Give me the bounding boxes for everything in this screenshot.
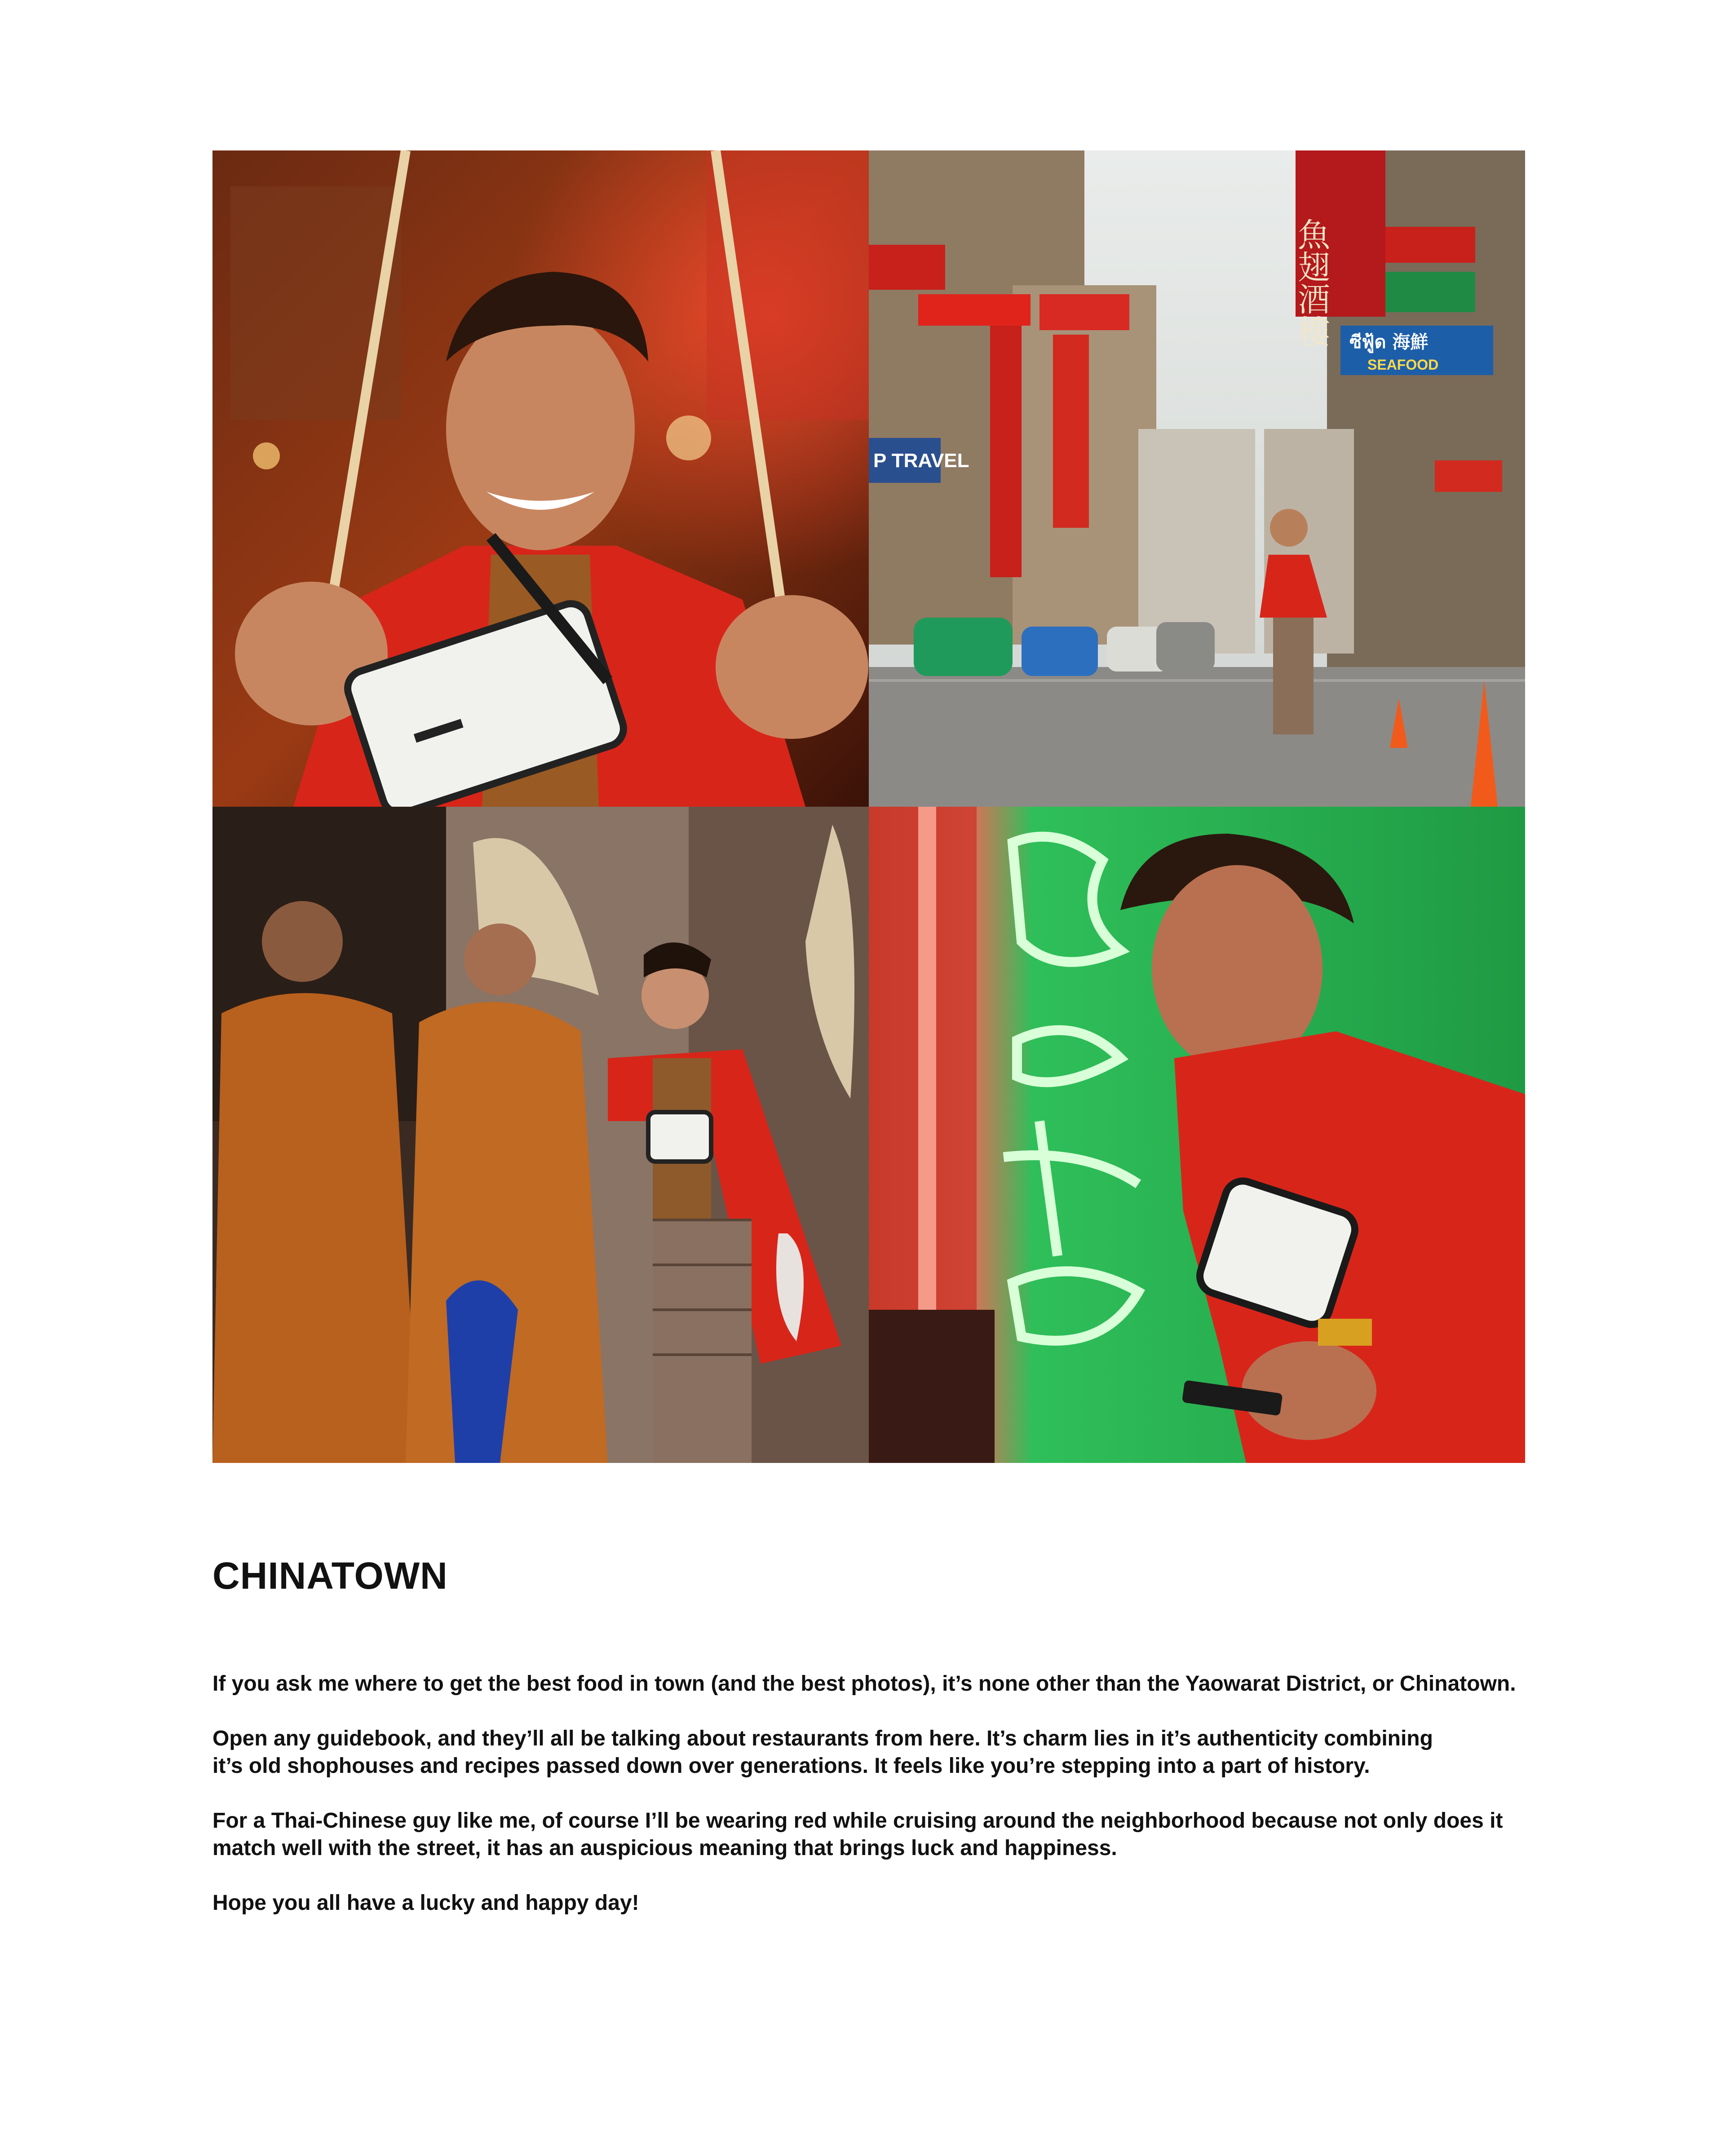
sign-chinese-vertical: 魚翅酒樓: [1292, 218, 1330, 347]
photo-grid: [212, 150, 1525, 1463]
paragraph-intro: If you ask me where to get the best food in town (and the best photos), it’s none other than the Yaowarat District, or Chinatown.: [212, 1672, 1516, 1696]
sign-seafood: SEAFOOD: [1367, 357, 1439, 373]
photo-chopsticks-image: [212, 150, 869, 807]
page-title: CHINATOWN: [212, 1555, 448, 1597]
paragraph-guidebook: Open any guidebook, and they’ll all be talking about restaurants from here. It’s charm lies in it’s authenticity combining it’s old shophouses and recipes passed down over generations. It feels like you’re stepping into a part of history.: [212, 1727, 1433, 1778]
photo-neon[interactable]: [869, 807, 1525, 1463]
paragraph-red: For a Thai-Chinese guy like me, of course I’ll be wearing red while cruising around the neighborhood because not only does it match well with the street, it has an auspicious meaning that brings luck and happiness.: [212, 1809, 1503, 1860]
sign-travel: P TRAVEL: [873, 450, 969, 472]
paragraph-closing: Hope you all have a lucky and happy day!: [212, 1891, 639, 1915]
article-body: [212, 1670, 1542, 1944]
photo-street-image: [869, 150, 1525, 807]
photo-street[interactable]: [869, 150, 1525, 807]
photo-monks-image: [212, 807, 869, 1463]
sign-seafood-thai: ซีฟู้ด 海鮮: [1349, 332, 1429, 353]
photo-chopsticks[interactable]: [212, 150, 869, 807]
photo-neon-image: [869, 807, 1525, 1463]
photo-monks[interactable]: [212, 807, 869, 1463]
